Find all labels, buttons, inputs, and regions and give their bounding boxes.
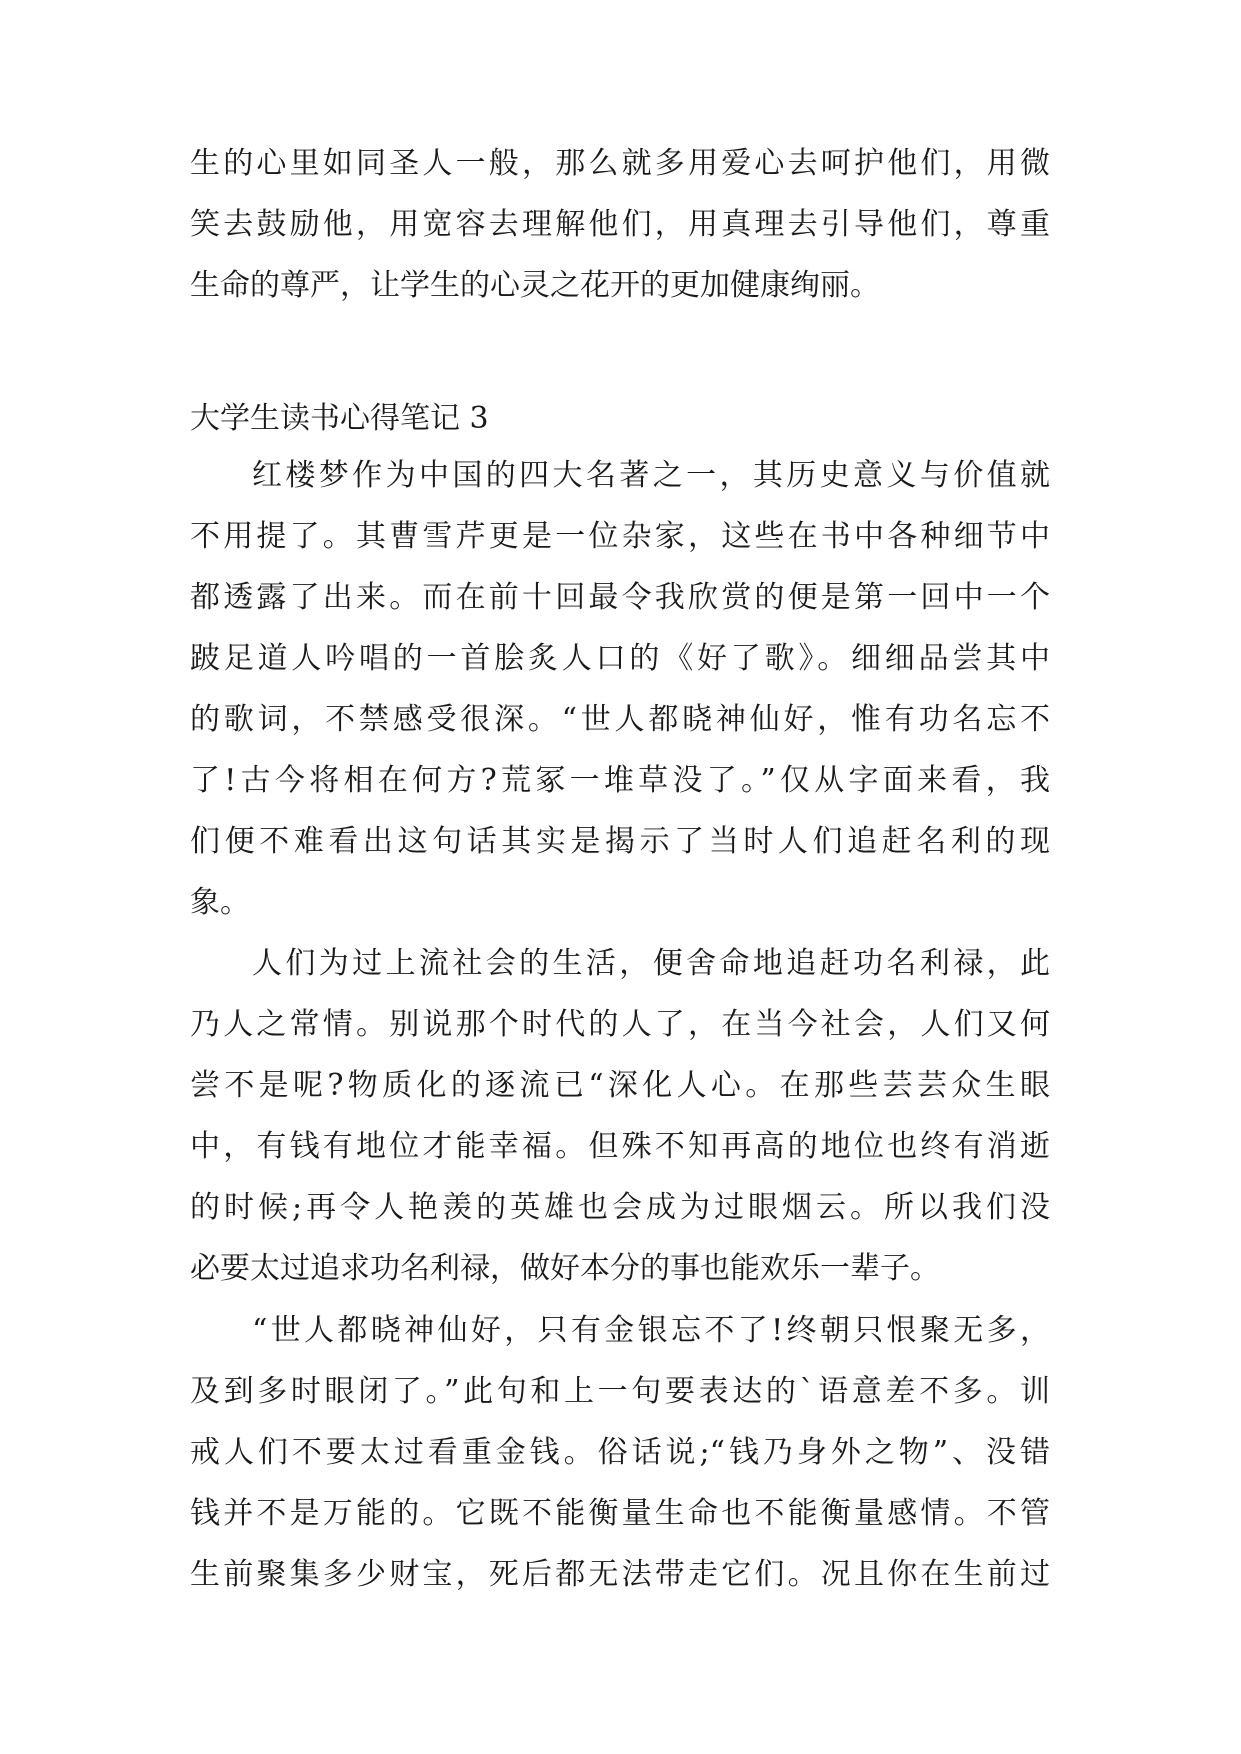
text-line: 了!古今将相在何方?荒冢一堆草没了。”仅从字面来看，我 [190, 763, 1050, 798]
text-line: 中，有钱有地位才能幸福。但殊不知再高的地位也终有消逝 [190, 1129, 1050, 1164]
text-line: 必要太过追求功名利禄，做好本分的事也能欢乐一辈子。 [190, 1251, 940, 1286]
text-line: 人们为过上流社会的生活，便舍命地追赶功名利禄，此 [252, 946, 1050, 981]
text-line: 们便不难看出这句话其实是揭示了当时人们追赶名利的现 [190, 824, 1050, 859]
text-line: 戒人们不要太过看重金钱。俗话说;“钱乃身外之物”、没错 [190, 1435, 1050, 1470]
text-line: 不用提了。其曹雪芹更是一位杂家，这些在书中各种细节中 [190, 519, 1050, 554]
paragraph-1 [190, 445, 1050, 933]
intro-paragraph [190, 133, 1050, 316]
text-line: 生前聚集多少财宝，死后都无法带走它们。况且你在生前过 [190, 1557, 1050, 1592]
text-line: 笑去鼓励他，用宽容去理解他们，用真理去引导他们，尊重 [190, 207, 1050, 242]
text-line: 钱并不是万能的。它既不能衡量生命也不能衡量感情。不管 [190, 1496, 1050, 1531]
text-line: 乃人之常情。别说那个时代的人了，在当今社会，人们又何 [190, 1007, 1050, 1042]
text-line: 象。 [190, 885, 250, 920]
paragraph-3 [190, 1300, 1050, 1605]
text-line: 的时候;再令人艳羡的英雄也会成为过眼烟云。所以我们没 [190, 1190, 1050, 1225]
text-line: 生的心里如同圣人一般，那么就多用爱心去呵护他们，用微 [190, 146, 1050, 181]
paragraph-2 [190, 933, 1050, 1299]
text-line: 都透露了出来。而在前十回最令我欣赏的便是第一回中一个 [190, 580, 1050, 615]
text-line: “世人都晓神仙好，只有金银忘不了!终朝只恨聚无多， [252, 1313, 1050, 1348]
text-line: 生命的尊严，让学生的心灵之花开的更加健康绚丽。 [190, 268, 880, 303]
section-title: 大学生读书心得笔记 3 [190, 401, 489, 436]
text-line: 及到多时眼闭了。”此句和上一句要表达的`语意差不多。训 [190, 1374, 1050, 1409]
text-line: 尝不是呢?物质化的逐流已“深化人心。在那些芸芸众生眼 [190, 1068, 1050, 1103]
text-line: 红楼梦作为中国的四大名著之一，其历史意义与价值就 [252, 458, 1050, 493]
text-line: 的歌词，不禁感受很深。“世人都晓神仙好，惟有功名忘不 [190, 702, 1050, 737]
text-line: 跛足道人吟唱的一首脍炙人口的《好了歌》。细细品尝其中 [190, 641, 1050, 676]
